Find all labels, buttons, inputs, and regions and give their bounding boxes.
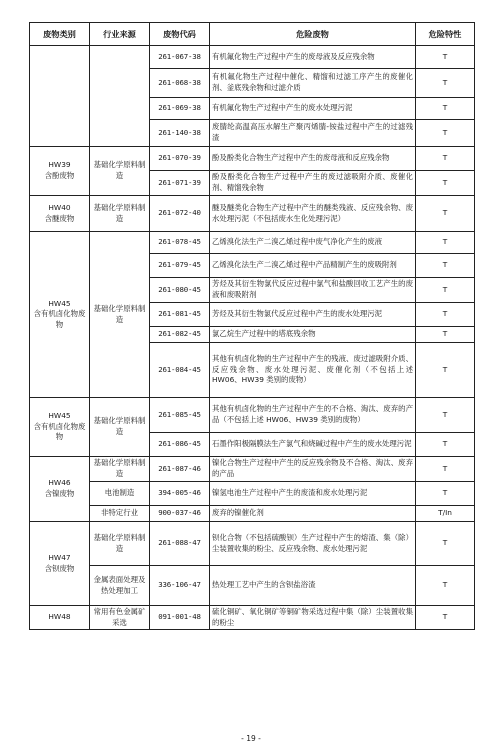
category-hw45: [30, 232, 90, 398]
source-cell: 基础化学原料制造: [90, 147, 150, 196]
table-row: [30, 147, 475, 171]
header-code: 废物代码: [150, 23, 210, 46]
category-hw48: HW48: [30, 606, 90, 630]
risk-characteristic: T: [416, 482, 475, 506]
table-header-row: [30, 23, 475, 46]
risk-characteristic: T: [416, 606, 475, 630]
table-row: [30, 506, 475, 522]
source-cell: 常用有色金属矿采选: [90, 606, 150, 630]
header-waste: 危险废物: [210, 23, 416, 46]
waste-code: 261-068-38: [150, 69, 210, 98]
waste-description: 其他有机卤化物的生产过程中产生的残液、废过滤吸附介质、反应残余物、废水处理污泥、废催化剂（不包括上述 HW06、HW39 类别的废物）: [210, 343, 416, 398]
table-row: [30, 522, 475, 566]
risk-characteristic: T: [416, 98, 475, 120]
waste-code: 261-087-46: [150, 457, 210, 482]
category-hw45: [30, 398, 90, 457]
waste-description: 乙烯溴化法生产二溴乙烯过程中产品精制产生的废吸附剂: [210, 254, 416, 278]
source-cell: 基础化学原料制造: [90, 398, 150, 457]
source-cell: 基础化学原料制造: [90, 522, 150, 566]
source-cell: 非特定行业: [90, 506, 150, 522]
table-row: [30, 606, 475, 630]
category-hw47: [30, 522, 90, 606]
waste-code: 261-085-45: [150, 398, 210, 433]
waste-code: 261-078-45: [150, 232, 210, 254]
waste-description: 有机氟化物生产过程中产生的废母液及反应残余物: [210, 46, 416, 69]
waste-code: 336-106-47: [150, 566, 210, 606]
waste-description: 酚及酚类化合物生产过程中产生的废过滤吸附介质、废催化剂、精馏残余物: [210, 171, 416, 196]
waste-description: 酚及酚类化合物生产过程中产生的废母液和反应残余物: [210, 147, 416, 171]
waste-code: 261-080-45: [150, 278, 210, 303]
waste-description: 有机氟化物生产过程中产生的废水处理污泥: [210, 98, 416, 120]
risk-characteristic: T: [416, 232, 475, 254]
waste-description: 钡化合物（不包括硫酸钡）生产过程中产生的熔渣、集（除）尘装置收集的粉尘、反应残余物、废水处理污泥: [210, 522, 416, 566]
waste-description: 醚及醚类化合物生产过程中产生的醚类残液、反应残余物、废水处理污泥（不包括废水生化处理污泥）: [210, 196, 416, 232]
risk-characteristic: T: [416, 120, 475, 147]
table-row: [30, 457, 475, 482]
waste-description: 硫化铜矿、氧化铜矿等铜矿物采选过程中集（除）尘装置收集的粉尘: [210, 606, 416, 630]
risk-characteristic: T: [416, 303, 475, 327]
waste-description: 镍氢电池生产过程中产生的废渣和废水处理污泥: [210, 482, 416, 506]
source-cell-continued: [90, 46, 150, 147]
waste-description: 石墨作阳极隔膜法生产氯气和烧碱过程中产生的废水处理污泥: [210, 433, 416, 457]
waste-code: 261-082-45: [150, 327, 210, 343]
source-cell: 电池制造: [90, 482, 150, 506]
risk-characteristic: T: [416, 254, 475, 278]
risk-characteristic: T: [416, 522, 475, 566]
waste-code: 261-070-39: [150, 147, 210, 171]
waste-code: 261-067-38: [150, 46, 210, 69]
risk-characteristic: T: [416, 69, 475, 98]
waste-description: 有机氟化物生产过程中催化、精馏和过滤工序产生的废催化剂、釜底残余物和过滤介质: [210, 69, 416, 98]
table-row: [30, 46, 475, 69]
risk-characteristic: T: [416, 327, 475, 343]
header-source: 行业来源: [90, 23, 150, 46]
source-cell: 基础化学原料制造: [90, 457, 150, 482]
waste-code: 900-037-46: [150, 506, 210, 522]
waste-code: 261-081-45: [150, 303, 210, 327]
category-label: HW39 含酚废物: [44, 160, 75, 180]
header-category: 废物类别: [30, 23, 90, 46]
source-cell: 基础化学原料制造: [90, 232, 150, 398]
table-row: [30, 398, 475, 433]
waste-description: 乙烯溴化法生产二溴乙烯过程中废气净化产生的废液: [210, 232, 416, 254]
waste-code: 261-069-38: [150, 98, 210, 120]
waste-description: 芳烃及其衍生物氯代反应过程中产生的废水处理污泥: [210, 303, 416, 327]
risk-characteristic: T: [416, 171, 475, 196]
category-label: HW45 含有机卤化物废物: [33, 298, 86, 329]
waste-code: 261-079-45: [150, 254, 210, 278]
category-hw39: [30, 147, 90, 196]
risk-characteristic: T: [416, 278, 475, 303]
risk-characteristic: T: [416, 457, 475, 482]
waste-description: 废弃的镍催化剂: [210, 506, 416, 522]
table-row: [30, 482, 475, 506]
waste-description: 镍化合物生产过程中产生的反应残余物及不合格、淘汰、废弃的产品: [210, 457, 416, 482]
risk-characteristic: T: [416, 46, 475, 69]
waste-code: 261-086-45: [150, 433, 210, 457]
risk-characteristic: T: [416, 196, 475, 232]
waste-code: 261-071-39: [150, 171, 210, 196]
risk-characteristic: T: [416, 147, 475, 171]
waste-code: 394-005-46: [150, 482, 210, 506]
table-row: [30, 232, 475, 254]
waste-description: 其他有机卤化物的生产过程中产生的不合格、淘汰、废弃的产品（不包括上述 HW06、HW39 类别的废物）: [210, 398, 416, 433]
waste-description: 氯乙烷生产过程中的塔底残余物: [210, 327, 416, 343]
waste-code: 091-001-48: [150, 606, 210, 630]
category-label: HW40 含醚废物: [44, 202, 75, 223]
category-cell-continued: [30, 46, 90, 147]
table-row: [30, 566, 475, 606]
waste-code: 261-084-45: [150, 343, 210, 398]
waste-code: 261-088-47: [150, 522, 210, 566]
waste-description: 芳烃及其衍生物氯代反应过程中氯气和盐酸回收工艺产生的废液和废吸附剂: [210, 278, 416, 303]
risk-characteristic: T/In: [416, 506, 475, 522]
risk-characteristic: T: [416, 343, 475, 398]
risk-characteristic: T: [416, 433, 475, 457]
category-label: HW47 含钡废物: [44, 552, 75, 573]
table-row: [30, 196, 475, 232]
category-hw46: [30, 457, 90, 522]
page-number: - 19 -: [241, 734, 261, 743]
waste-code: 261-072-40: [150, 196, 210, 232]
waste-code: 261-140-38: [150, 120, 210, 147]
risk-characteristic: T: [416, 398, 475, 433]
hazardous-waste-table: [29, 22, 475, 630]
header-risk: 危险特性: [416, 23, 475, 46]
category-label: HW45 含有机卤化物废物: [33, 411, 86, 442]
source-cell: 金属表面处理及热处理加工: [90, 566, 150, 606]
waste-description: 热处理工艺中产生的含钡盐浴渣: [210, 566, 416, 606]
category-label: HW46 含镍废物: [44, 478, 75, 498]
category-hw40: [30, 196, 90, 232]
waste-description: 废腈纶高温高压水解生产聚丙烯腈-铵盐过程中产生的过滤残渣: [210, 120, 416, 147]
source-cell: 基础化学原料制造: [90, 196, 150, 232]
risk-characteristic: T: [416, 566, 475, 606]
